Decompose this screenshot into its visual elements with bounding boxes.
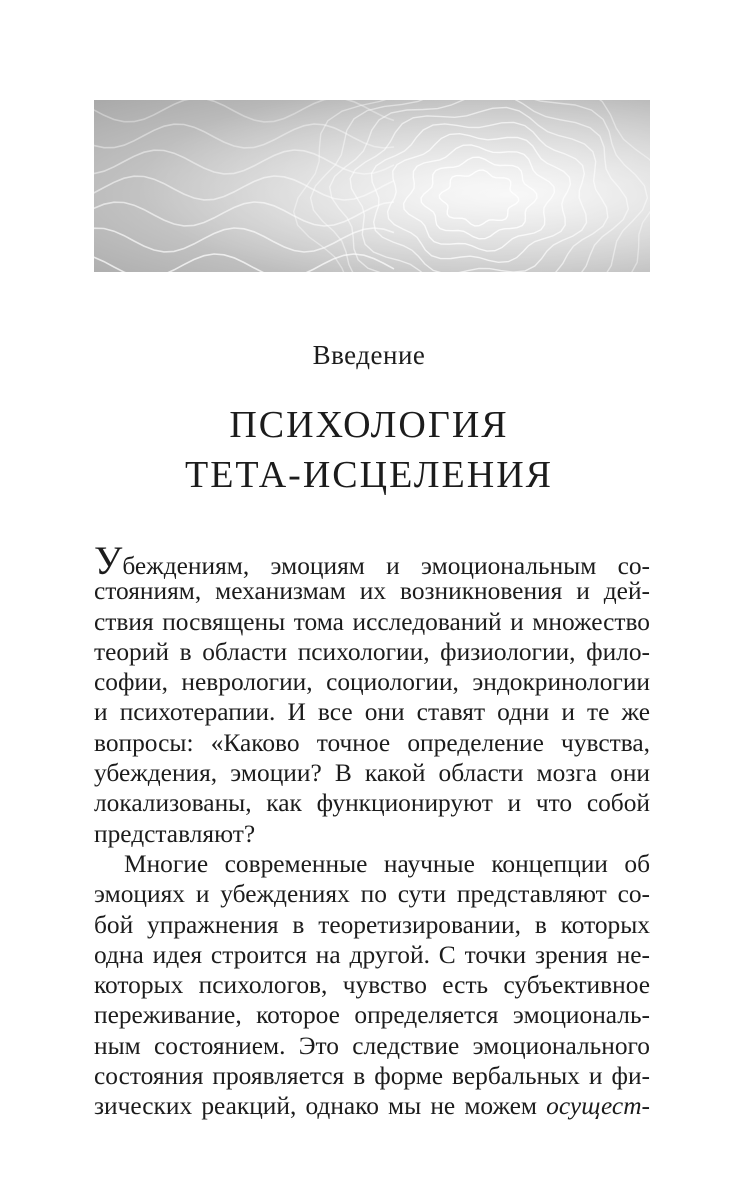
paragraph-1-line-1: Убеждениям, эмоциям и эмоциональным со- xyxy=(94,538,650,583)
decorative-banner-image xyxy=(94,100,650,272)
paragraph-2-line: одна идея строится на другой. С точки зрения не- xyxy=(94,940,650,969)
paragraph-1-line: убеждения, эмоции? В какой области мозга они xyxy=(94,759,650,788)
chapter-title-line-1: ПСИХОЛОГИЯ xyxy=(229,404,509,446)
drop-cap: У xyxy=(94,538,123,583)
italic-text: осущест- xyxy=(546,1092,650,1121)
paragraph-1-line: ствия посвящены тома исследований и множество xyxy=(94,607,650,636)
paragraph-2-line: бой упражнения в теоретизировании, в которых xyxy=(94,910,650,939)
paragraph-1-line: локализованы, как функционируют и что собой xyxy=(94,789,650,818)
body-text xyxy=(94,538,650,1122)
paragraph-2-last-line: зических реакций, однако мы не можем осущест- xyxy=(94,1092,650,1121)
wave-pattern-graphic xyxy=(94,100,650,272)
paragraph-1-line: вопросы: «Каково точное определение чувства, xyxy=(94,728,650,757)
paragraph-1-line: представляют? xyxy=(94,819,256,848)
paragraph-2-line: ным состоянием. Это следствие эмоционального xyxy=(94,1031,650,1060)
chapter-title-line-2: ТЕТА-ИСЦЕЛЕНИЯ xyxy=(185,454,553,496)
paragraph-1-line: стояниям, механизмам их возникновения и дей- xyxy=(94,577,650,606)
paragraph-2-line: эмоциях и убеждениях по сути представляют со- xyxy=(94,880,650,909)
paragraph-2-line: переживание, которое определяется эмоциональ- xyxy=(94,1001,650,1030)
paragraph-1-line: софии, неврологии, социологии, эндокринологии xyxy=(94,668,650,697)
paragraph-2-line: которых психологов, чувство есть субъективное xyxy=(94,971,650,1000)
paragraph-1-line: и психотерапии. И все они ставят одни и те же xyxy=(94,698,650,727)
paragraph-2-line: Многие современные научные концепции об xyxy=(124,849,650,878)
paragraph-2-line: состояния проявляется в форме вербальных и фи- xyxy=(94,1062,650,1091)
paragraph-1-line: теорий в области психологии, физиологии, фило- xyxy=(94,637,650,666)
chapter-title xyxy=(0,400,738,500)
chapter-kicker: Введение xyxy=(312,340,426,370)
